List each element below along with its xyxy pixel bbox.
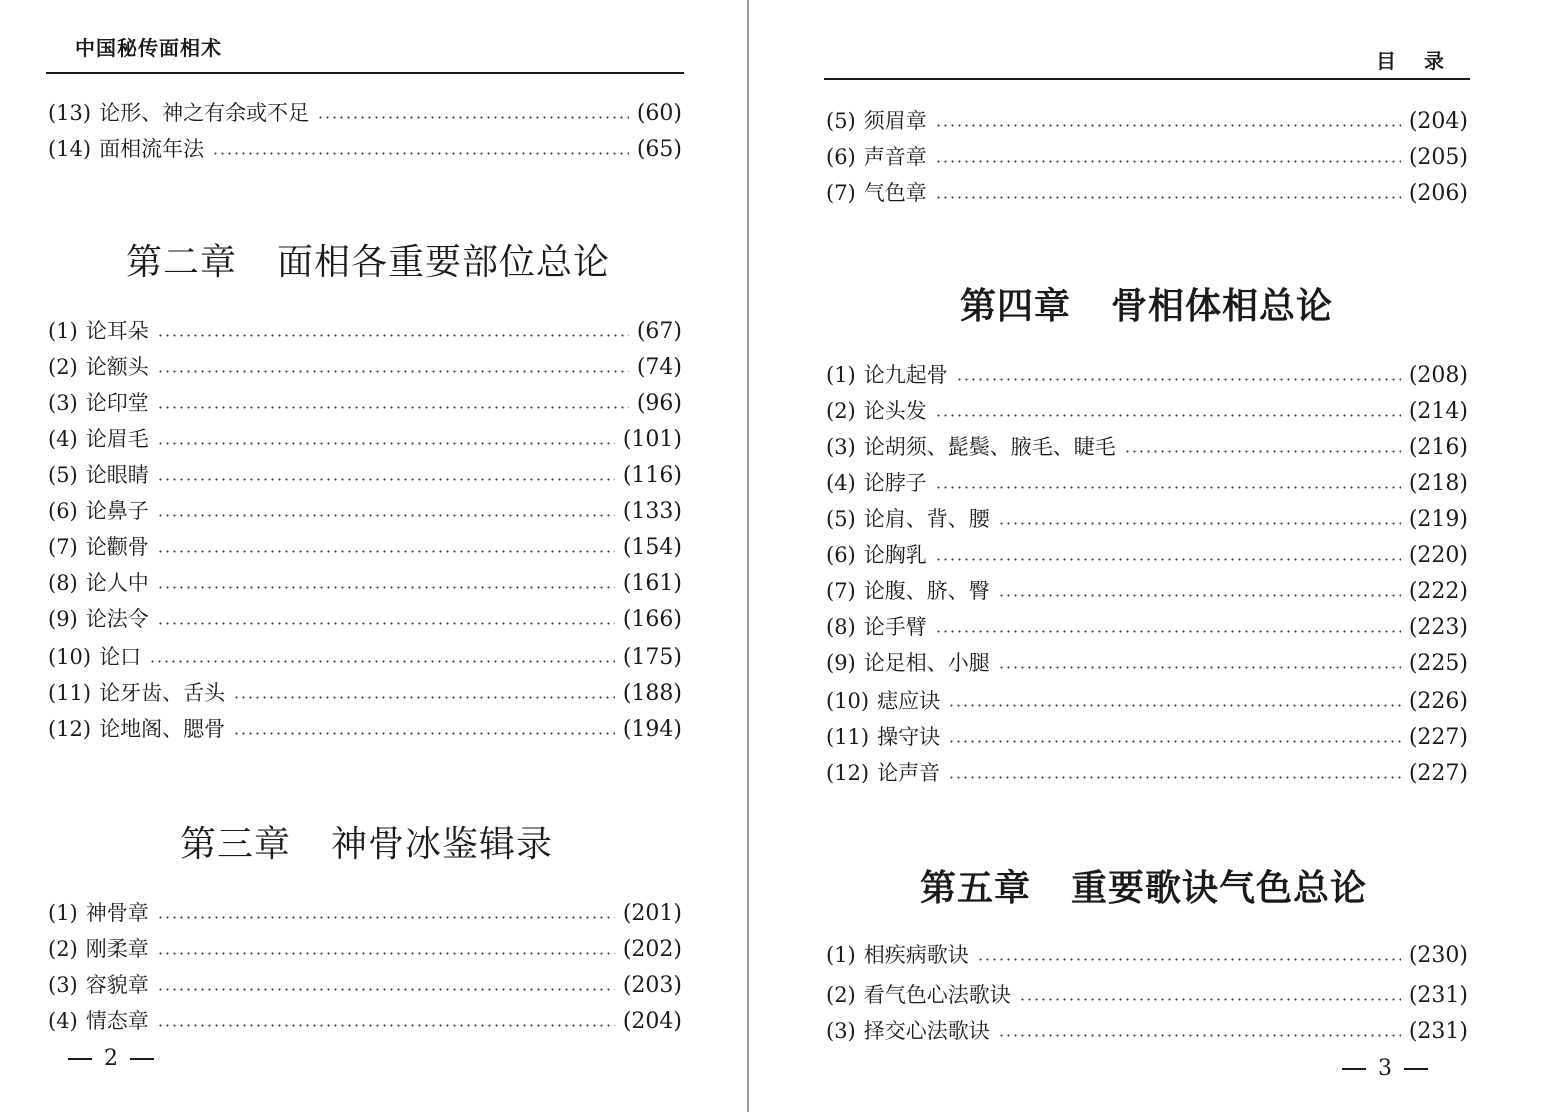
dot-leader	[935, 196, 1401, 199]
entry-number: (10)	[48, 645, 92, 669]
entry-title: 相疾病歌诀	[863, 943, 969, 967]
entry-title: 操守诀	[877, 725, 941, 749]
dot-leader	[157, 952, 615, 955]
entry-number: (1)	[826, 363, 856, 387]
entry-title: 气色章	[863, 181, 927, 205]
entry-page: (203)	[622, 973, 682, 998]
entry-page: (133)	[622, 499, 682, 524]
dot-leader	[1019, 998, 1401, 1001]
dot-leader	[233, 732, 615, 735]
chapter-heading	[920, 860, 1367, 911]
toc-entry	[48, 970, 682, 1000]
dot-leader	[157, 514, 615, 517]
entry-page: (208)	[1408, 363, 1468, 388]
page-number: 3	[1330, 1056, 1440, 1081]
entry-title: 面相流年法	[99, 137, 205, 161]
dot-leader	[977, 958, 1401, 961]
entry-number: (2)	[826, 399, 856, 423]
dot-leader	[157, 370, 629, 373]
toc-entry	[826, 178, 1468, 208]
book-spine	[747, 0, 749, 1112]
dot-leader	[948, 740, 1401, 743]
toc-entry	[48, 642, 682, 672]
dot-leader	[212, 152, 629, 155]
toc-entry	[826, 576, 1468, 606]
chapter-title: 骨相体相总论	[1111, 285, 1334, 327]
dot-leader	[317, 116, 629, 119]
chapter-title: 重要歌诀气色总论	[1071, 867, 1368, 909]
toc-entry	[826, 106, 1468, 136]
entry-number: (10)	[826, 689, 870, 713]
entry-page: (205)	[1408, 145, 1468, 170]
entry-number: (3)	[826, 435, 856, 459]
entry-page: (202)	[622, 937, 682, 962]
entry-number: (5)	[48, 463, 78, 487]
toc-entry	[826, 612, 1468, 642]
entry-title: 择交心法歌诀	[863, 1019, 990, 1043]
toc-entry	[48, 568, 682, 598]
entry-number: (6)	[48, 499, 78, 523]
dot-leader	[935, 558, 1401, 561]
dot-leader	[149, 660, 615, 663]
entry-title: 论颧骨	[85, 535, 149, 559]
dot-leader	[157, 442, 615, 445]
entry-title: 论额头	[85, 355, 149, 379]
entry-page: (226)	[1408, 689, 1468, 714]
entry-title: 情态章	[85, 1009, 149, 1033]
entry-title: 论头发	[863, 399, 927, 423]
entry-number: (2)	[48, 355, 78, 379]
entry-number: (9)	[826, 651, 856, 675]
header-rule	[46, 72, 684, 74]
toc-entry	[48, 388, 682, 418]
entry-page: (161)	[622, 571, 682, 596]
toc-entry	[48, 98, 682, 128]
entry-number: (1)	[48, 319, 78, 343]
entry-title: 声音章	[863, 145, 927, 169]
entry-page: (101)	[622, 427, 682, 452]
dot-leader	[998, 522, 1401, 525]
toc-entry	[826, 648, 1468, 678]
entry-title: 论鼻子	[85, 499, 149, 523]
entry-page: (223)	[1408, 615, 1468, 640]
running-header-contents: 目 录	[1376, 49, 1448, 73]
entry-number: (1)	[48, 901, 78, 925]
entry-number: (3)	[48, 973, 78, 997]
entry-page: (227)	[1408, 725, 1468, 750]
entry-page: (60)	[636, 101, 682, 126]
entry-page: (74)	[636, 355, 682, 380]
toc-entry	[48, 496, 682, 526]
chapter-label: 第二章	[126, 242, 238, 283]
toc-entry	[48, 316, 682, 346]
toc-entry	[48, 134, 682, 164]
entry-title: 论脖子	[863, 471, 927, 495]
dot-leader	[157, 478, 615, 481]
entry-page: (67)	[636, 319, 682, 344]
entry-page: (204)	[622, 1009, 682, 1034]
toc-entry	[48, 424, 682, 454]
entry-title: 论足相、小腿	[863, 651, 990, 675]
chapter-title: 面相各重要部位总论	[277, 242, 611, 283]
entry-number: (3)	[48, 391, 78, 415]
entry-page: (219)	[1408, 507, 1468, 532]
dot-leader	[157, 988, 615, 991]
dot-leader	[157, 622, 615, 625]
entry-page: (166)	[622, 607, 682, 632]
chapter-heading	[180, 816, 553, 867]
dot-leader	[157, 1024, 615, 1027]
entry-number: (3)	[826, 1019, 856, 1043]
chapter-label: 第四章	[960, 285, 1072, 327]
entry-title: 论人中	[85, 571, 149, 595]
entry-number: (2)	[48, 937, 78, 961]
entry-number: (5)	[826, 109, 856, 133]
entry-page: (231)	[1408, 1019, 1468, 1044]
entry-title: 看气色心法歌诀	[863, 983, 1011, 1007]
entry-number: (5)	[826, 507, 856, 531]
dot-leader	[998, 666, 1401, 669]
toc-entry	[48, 898, 682, 928]
dot-leader	[233, 696, 615, 699]
entry-page: (225)	[1408, 651, 1468, 676]
entry-page: (218)	[1408, 471, 1468, 496]
entry-page: (201)	[622, 901, 682, 926]
entry-page: (204)	[1408, 109, 1468, 134]
chapter-label: 第五章	[920, 867, 1032, 909]
dot-leader	[948, 776, 1401, 779]
dot-leader	[956, 378, 1401, 381]
entry-title: 论眉毛	[85, 427, 149, 451]
entry-title: 论地阁、腮骨	[99, 717, 226, 741]
entry-number: (8)	[48, 571, 78, 595]
entry-title: 须眉章	[863, 109, 927, 133]
entry-title: 论肩、背、腰	[863, 507, 990, 531]
entry-number: (7)	[826, 181, 856, 205]
entry-page: (214)	[1408, 399, 1468, 424]
running-header-book-title: 中国秘传面相术	[75, 36, 222, 60]
chapter-label: 第三章	[180, 824, 292, 865]
entry-title: 论眼睛	[85, 463, 149, 487]
entry-number: (6)	[826, 543, 856, 567]
toc-entry	[48, 352, 682, 382]
entry-page: (154)	[622, 535, 682, 560]
toc-entry	[48, 1006, 682, 1036]
entry-number: (7)	[826, 579, 856, 603]
dot-leader	[935, 414, 1401, 417]
chapter-heading	[960, 278, 1333, 329]
entry-page: (65)	[636, 137, 682, 162]
entry-page: (231)	[1408, 983, 1468, 1008]
entry-number: (8)	[826, 615, 856, 639]
entry-page: (96)	[636, 391, 682, 416]
dot-leader	[998, 594, 1401, 597]
dot-leader	[935, 160, 1401, 163]
dot-leader	[157, 916, 615, 919]
toc-entry	[826, 396, 1468, 426]
entry-title: 论胸乳	[863, 543, 927, 567]
entry-number: (11)	[826, 725, 870, 749]
toc-entry	[826, 1016, 1468, 1046]
entry-number: (12)	[826, 761, 870, 785]
entry-number: (7)	[48, 535, 78, 559]
entry-title: 论形、神之有余或不足	[99, 101, 310, 125]
dot-leader	[948, 704, 1401, 707]
entry-page: (216)	[1408, 435, 1468, 460]
entry-number: (13)	[48, 101, 92, 125]
entry-number: (14)	[48, 137, 92, 161]
entry-title: 论耳朵	[85, 319, 149, 343]
chapter-title: 神骨冰鉴辑录	[331, 824, 554, 865]
entry-title: 论印堂	[85, 391, 149, 415]
toc-entry	[48, 460, 682, 490]
entry-title: 容貌章	[85, 973, 149, 997]
entry-page: (227)	[1408, 761, 1468, 786]
dot-leader	[998, 1034, 1401, 1037]
toc-entry	[826, 504, 1468, 534]
dot-leader	[157, 550, 615, 553]
toc-entry	[826, 722, 1468, 752]
entry-title: 论手臂	[863, 615, 927, 639]
toc-entry	[48, 532, 682, 562]
entry-title: 论口	[99, 645, 142, 669]
toc-entry	[48, 714, 682, 744]
entry-title: 论牙齿、舌头	[99, 681, 226, 705]
dot-leader	[157, 406, 629, 409]
toc-entry	[826, 980, 1468, 1010]
toc-entry	[48, 934, 682, 964]
page-number: 2	[56, 1046, 166, 1071]
entry-title: 神骨章	[85, 901, 149, 925]
toc-entry	[48, 678, 682, 708]
entry-page: (230)	[1408, 943, 1468, 968]
entry-title: 论九起骨	[863, 363, 948, 387]
toc-entry	[826, 468, 1468, 498]
dot-leader	[935, 630, 1401, 633]
entry-title: 痣应诀	[877, 689, 941, 713]
toc-entry	[826, 758, 1468, 788]
toc-entry	[826, 360, 1468, 390]
header-rule	[824, 78, 1470, 80]
toc-entry	[826, 686, 1468, 716]
chapter-heading	[126, 234, 610, 285]
entry-number: (6)	[826, 145, 856, 169]
entry-title: 论法令	[85, 607, 149, 631]
toc-entry	[48, 604, 682, 634]
left-page	[0, 0, 745, 1112]
entry-number: (4)	[48, 1009, 78, 1033]
toc-entry	[826, 432, 1468, 462]
dot-leader	[157, 334, 629, 337]
dot-leader	[935, 124, 1401, 127]
entry-number: (12)	[48, 717, 92, 741]
toc-entry	[826, 940, 1468, 970]
entry-number: (1)	[826, 943, 856, 967]
entry-number: (2)	[826, 983, 856, 1007]
entry-number: (11)	[48, 681, 92, 705]
entry-number: (4)	[826, 471, 856, 495]
entry-page: (220)	[1408, 543, 1468, 568]
toc-entry	[826, 142, 1468, 172]
entry-page: (194)	[622, 717, 682, 742]
entry-title: 论腹、脐、臀	[863, 579, 990, 603]
entry-title: 刚柔章	[85, 937, 149, 961]
entry-page: (175)	[622, 645, 682, 670]
dot-leader	[1124, 450, 1401, 453]
entry-page: (116)	[622, 463, 682, 488]
entry-title: 论胡须、髭鬓、腋毛、睫毛	[863, 435, 1116, 459]
entry-page: (206)	[1408, 181, 1468, 206]
entry-title: 论声音	[877, 761, 941, 785]
dot-leader	[157, 586, 615, 589]
toc-entry	[826, 540, 1468, 570]
entry-page: (222)	[1408, 579, 1468, 604]
entry-number: (4)	[48, 427, 78, 451]
entry-page: (188)	[622, 681, 682, 706]
entry-number: (9)	[48, 607, 78, 631]
dot-leader	[935, 486, 1401, 489]
right-page	[760, 0, 1546, 1112]
